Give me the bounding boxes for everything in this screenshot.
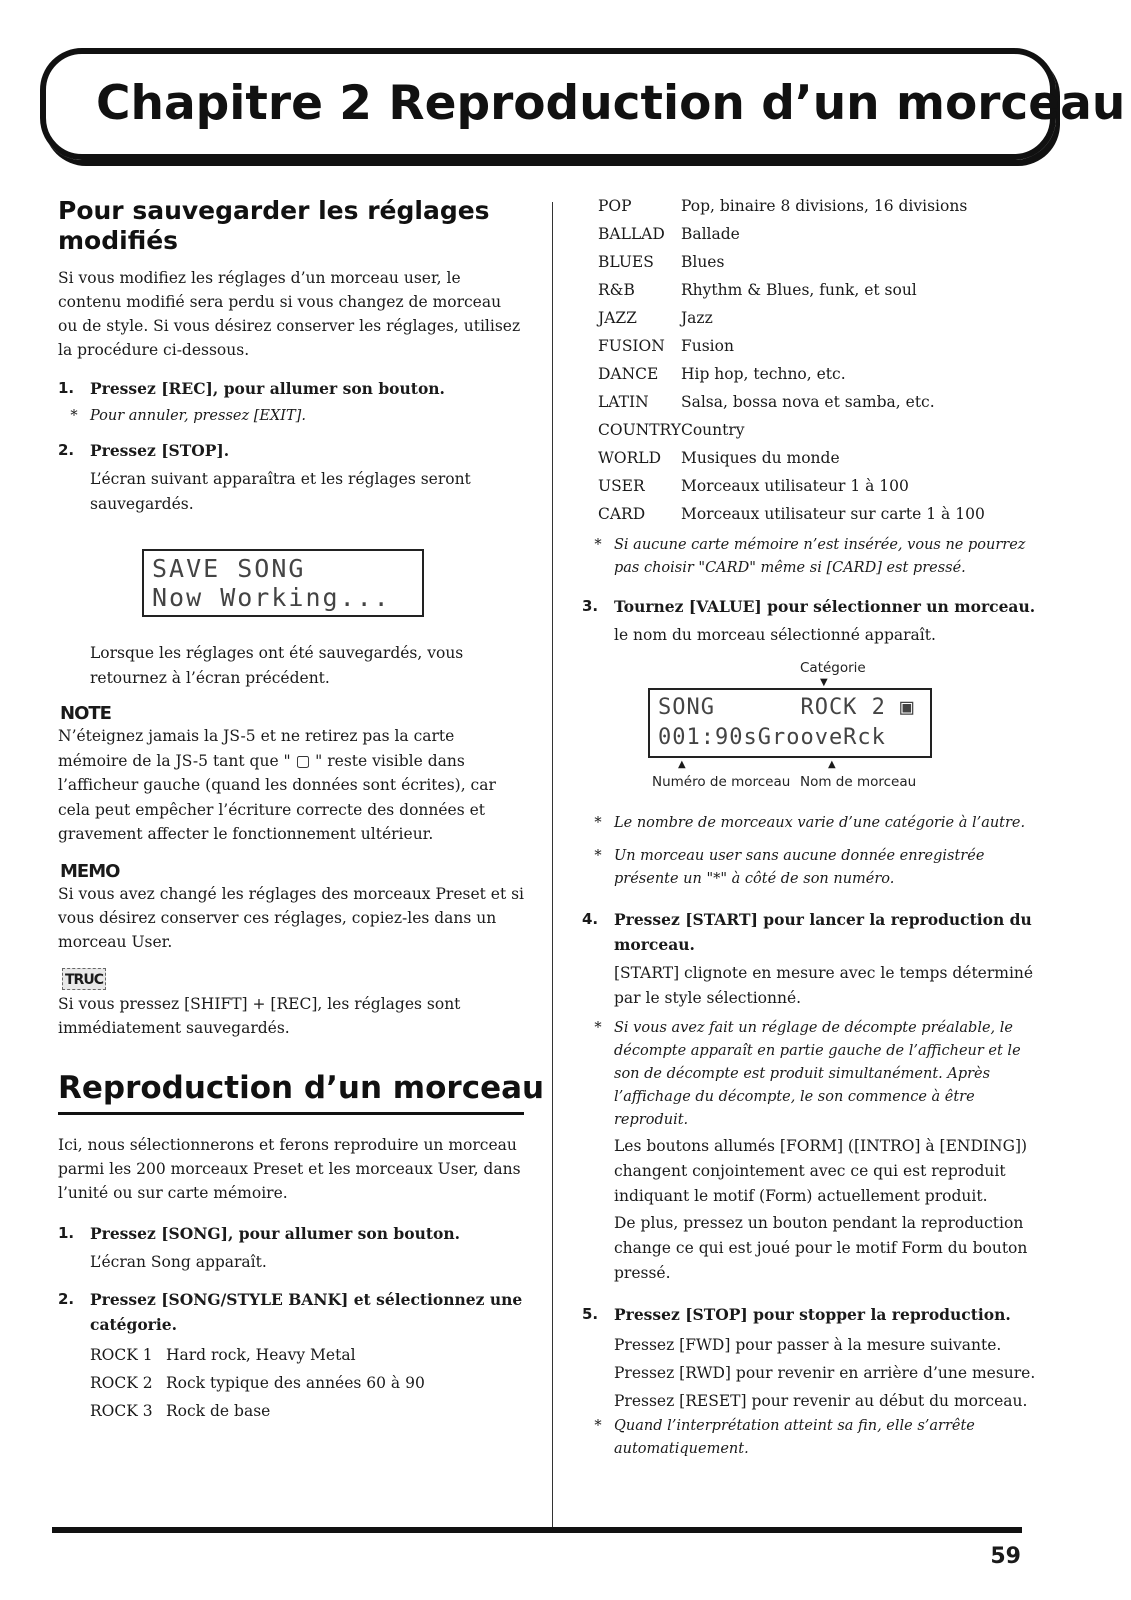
category-name: FUSION bbox=[598, 337, 665, 355]
style-category-table bbox=[598, 192, 985, 528]
rwd-text: Pressez [RWD] pour revenir en arrière d’une mesure. bbox=[614, 1364, 1036, 1382]
memo-paragraph: Si vous avez changé les réglages des morceaux Preset et si vous désirez conserver ces réglages, copiez-les dans un morceau User. bbox=[58, 884, 525, 951]
category-desc: Rock de base bbox=[166, 1401, 271, 1420]
asterisk-icon: * bbox=[594, 1418, 602, 1434]
step-number: 3. bbox=[582, 597, 599, 615]
truc-icon bbox=[62, 968, 524, 990]
empty-song-note bbox=[582, 845, 1038, 891]
table-row bbox=[598, 332, 985, 360]
category-desc: Morceaux utilisateur 1 à 100 bbox=[680, 477, 909, 495]
step-number: 4. bbox=[582, 910, 599, 928]
step-number: 1. bbox=[58, 1223, 75, 1242]
category-name: WORLD bbox=[598, 449, 662, 467]
category-desc: Jazz bbox=[680, 309, 713, 327]
play-step-3 bbox=[582, 594, 1038, 619]
step-text: Pressez [STOP]. bbox=[90, 441, 230, 460]
table-row bbox=[90, 1397, 425, 1425]
left-column bbox=[58, 196, 545, 1425]
table-row bbox=[90, 1341, 425, 1369]
note-icon-label: NOTE bbox=[60, 703, 111, 724]
play-step-1-desc: L’écran Song apparaît. bbox=[90, 1252, 267, 1271]
table-row bbox=[598, 444, 985, 472]
category-desc: Morceaux utilisateur sur carte 1 à 100 bbox=[680, 505, 985, 523]
truc-paragraph: Si vous pressez [SHIFT] + [REC], les réglages sont immédiatement sauvegardés. bbox=[58, 994, 461, 1037]
category-name: BALLAD bbox=[598, 225, 665, 243]
category-name: ROCK 1 bbox=[90, 1345, 153, 1364]
right-column bbox=[582, 196, 1038, 1471]
lcd-save-song bbox=[142, 549, 424, 617]
lcd-line-1: SAVE SONG bbox=[152, 554, 306, 583]
step-2-description: L’écran suivant apparaîtra et les réglages seront sauvegardés. bbox=[90, 470, 471, 513]
caption-song-number: Numéro de morceau bbox=[652, 774, 791, 790]
category-name: LATIN bbox=[598, 393, 649, 411]
memo-icon bbox=[60, 861, 524, 882]
category-desc: Hip hop, techno, etc. bbox=[680, 365, 846, 383]
chapter-header bbox=[40, 48, 1126, 160]
asterisk-icon: * bbox=[594, 815, 602, 831]
table-row bbox=[598, 416, 985, 444]
step-number: 1. bbox=[58, 379, 75, 397]
song-count-note bbox=[582, 812, 1038, 835]
note-text: Quand l’interprétation atteint sa fin, elle s’arrête automatiquement. bbox=[614, 1418, 975, 1457]
fwd-text: Pressez [FWD] pour passer à la mesure suivante. bbox=[614, 1336, 1002, 1354]
asterisk-icon: * bbox=[594, 537, 602, 553]
lcd-line-2: 001:90sGrooveRck bbox=[658, 725, 886, 750]
category-desc: Hard rock, Heavy Metal bbox=[166, 1345, 356, 1364]
truc-icon-label: TRUC bbox=[62, 968, 106, 990]
table-row bbox=[598, 472, 985, 500]
table-row bbox=[598, 192, 985, 220]
play-step-4 bbox=[582, 907, 1038, 957]
save-step-1-note bbox=[58, 405, 524, 428]
table-row bbox=[598, 248, 985, 276]
step-text: Pressez [SONG], pour allumer son bouton. bbox=[90, 1223, 461, 1243]
category-desc: Rock typique des années 60 à 90 bbox=[166, 1373, 425, 1392]
category-name: BLUES bbox=[598, 253, 654, 271]
category-name: CARD bbox=[598, 505, 646, 523]
category-desc: Country bbox=[680, 421, 745, 439]
category-name: DANCE bbox=[598, 365, 659, 383]
category-name: JAZZ bbox=[598, 309, 637, 327]
caption-category: Catégorie bbox=[800, 660, 866, 676]
category-name: COUNTRY bbox=[598, 421, 681, 439]
category-desc: Musiques du monde bbox=[680, 449, 840, 467]
table-row bbox=[598, 388, 985, 416]
table-row bbox=[90, 1369, 425, 1397]
form-change-text: De plus, pressez un bouton pendant la reproduction change ce qui est joué pour le motif Form du bouton pressé. bbox=[614, 1214, 1028, 1282]
table-row bbox=[598, 360, 985, 388]
table-row bbox=[598, 220, 985, 248]
chapter-title: Chapitre 2 Reproduction d’un morceau bbox=[96, 76, 1126, 131]
rock-category-table bbox=[90, 1341, 425, 1425]
note-icon bbox=[60, 703, 524, 724]
memo-icon-label: MEMO bbox=[60, 860, 120, 882]
category-name: ROCK 3 bbox=[90, 1401, 153, 1420]
arrow-down-icon: ▼ bbox=[820, 677, 828, 688]
step-text: Pressez [START] pour lancer la reproduction du morceau. bbox=[614, 910, 1032, 954]
category-desc: Rhythm & Blues, funk, et soul bbox=[680, 281, 917, 299]
play-step-5 bbox=[582, 1302, 1038, 1327]
category-desc: Fusion bbox=[680, 337, 734, 355]
step-text: Tournez [VALUE] pour sélectionner un morceau. bbox=[614, 597, 1036, 616]
note-text: Si vous avez fait un réglage de décompte préalable, le décompte apparaît en partie gauche de l’afficheur et le son de décompte est produit simultanément. Après l’affichage du décompte, le son commence à être reproduit. bbox=[614, 1020, 1021, 1128]
category-desc: Salsa, bossa nova et samba, etc. bbox=[680, 393, 935, 411]
category-name: ROCK 2 bbox=[90, 1373, 153, 1392]
step-text: Pressez [REC], pour allumer son bouton. bbox=[90, 379, 445, 398]
note-text: Un morceau user sans aucune donnée enregistrée présente un "*" à côté de son numéro. bbox=[614, 848, 985, 887]
lcd-line-2: Now Working... bbox=[152, 583, 391, 612]
note-text: Le nombre de morceaux varie d’une catégorie à l’autre. bbox=[614, 815, 1026, 831]
table-row bbox=[598, 500, 985, 528]
countdown-note bbox=[582, 1017, 1038, 1132]
category-desc: Pop, binaire 8 divisions, 16 divisions bbox=[680, 197, 968, 215]
asterisk-icon: * bbox=[594, 848, 602, 864]
arrow-up-icon: ▲ bbox=[678, 759, 686, 770]
after-save-text: Lorsque les réglages ont été sauvegardés, vous retournez à l’écran précédent. bbox=[90, 644, 464, 687]
reset-text: Pressez [RESET] pour revenir au début du morceau. bbox=[614, 1392, 1028, 1410]
step-text: Pressez [STOP] pour stopper la reproduction. bbox=[614, 1305, 1011, 1324]
category-desc: Ballade bbox=[680, 225, 740, 243]
card-note bbox=[582, 534, 1038, 580]
save-step-1 bbox=[58, 376, 524, 401]
note-text: Pour annuler, pressez [EXIT]. bbox=[90, 408, 306, 424]
step-number: 2. bbox=[58, 1289, 75, 1308]
auto-stop-note bbox=[582, 1415, 1038, 1461]
bottom-rule bbox=[52, 1527, 1022, 1533]
column-divider bbox=[552, 202, 553, 1529]
section-title-playback: Reproduction d’un morceau bbox=[58, 1068, 524, 1115]
lcd-line-1: SONG ROCK 2 ▣ bbox=[658, 695, 915, 720]
category-name: R&B bbox=[598, 281, 635, 299]
table-row bbox=[598, 276, 985, 304]
page-number: 59 bbox=[990, 1544, 1021, 1569]
category-name: POP bbox=[598, 197, 632, 215]
table-row bbox=[598, 304, 985, 332]
arrow-up-icon: ▲ bbox=[828, 759, 836, 770]
lcd-save-wrapper bbox=[142, 549, 524, 617]
caption-song-name: Nom de morceau bbox=[800, 774, 917, 790]
play-step-4-desc: [START] clignote en mesure avec le temps déterminé par le style sélectionné. bbox=[614, 964, 1034, 1007]
category-desc: Blues bbox=[680, 253, 725, 271]
asterisk-icon: * bbox=[70, 408, 78, 424]
play-step-2 bbox=[58, 1287, 524, 1337]
note-paragraph: N’éteignez jamais la JS-5 et ne retirez pas la carte mémoire de la JS-5 tant que " ▢ " reste visible dans l’afficheur gauche (quand les données sont écrites), car cela peut empêcher l’écriture correcte des données et gravement affecter le fonctionnement ultérieur. bbox=[58, 727, 496, 843]
section-title-save: Pour sauvegarder les réglages modifiés bbox=[58, 196, 490, 255]
save-step-2 bbox=[58, 438, 524, 463]
form-buttons-text: Les boutons allumés [FORM] ([INTRO] à [ENDING]) changent conjointement avec ce qui est reproduit indiquant le motif (Form) actuellement produit. bbox=[614, 1137, 1028, 1205]
playback-intro: Ici, nous sélectionnerons et ferons reproduire un morceau parmi les 200 morceaux Preset et les morceaux User, dans l’unité ou sur carte mémoire. bbox=[58, 1135, 521, 1202]
note-text: Si aucune carte mémoire n’est insérée, vous ne pourrez pas choisir "CARD" même si [CARD] est pressé. bbox=[614, 537, 1026, 576]
step-number: 2. bbox=[58, 441, 75, 459]
play-step-1 bbox=[58, 1221, 524, 1246]
save-intro: Si vous modifiez les réglages d’un morceau user, le contenu modifié sera perdu si vous changez de morceau ou de style. Si vous désirez conserver les réglages, utilisez la procédure ci-dessous. bbox=[58, 269, 521, 359]
step-text: Pressez [SONG/STYLE BANK] et sélectionnez une catégorie. bbox=[90, 1289, 523, 1334]
play-step-3-desc: le nom du morceau sélectionné apparaît. bbox=[614, 626, 936, 644]
asterisk-icon: * bbox=[594, 1020, 602, 1036]
lcd-song-figure bbox=[582, 660, 1038, 812]
step-number: 5. bbox=[582, 1305, 599, 1323]
lcd-song bbox=[648, 688, 932, 758]
category-name: USER bbox=[598, 477, 645, 495]
